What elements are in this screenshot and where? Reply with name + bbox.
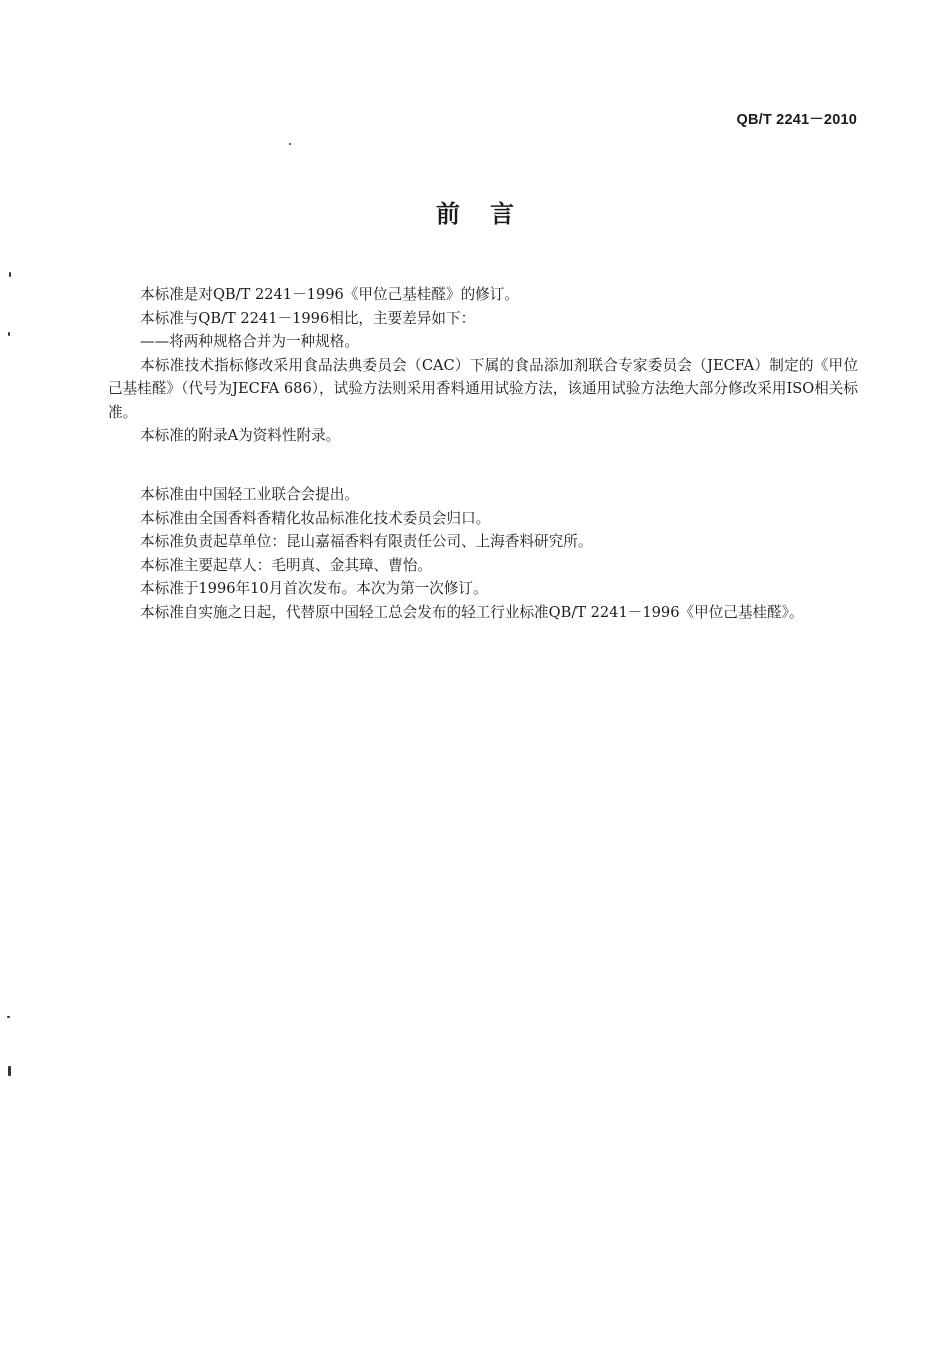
paragraph-differences-intro: 本标准与QB/T 2241－1996相比，主要差异如下： [140, 309, 476, 327]
paragraph-difference-item: ——将两种规格合并为一种规格。 [140, 333, 359, 350]
paragraph-technical-basis: 本标准技术指标修改采用食品法典委员会（CAC）下属的食品添加剂联合专家委员会（JECFA）制定的《甲位己基桂醛》（代号为JECFA 686），试验方法则采用香料通用试验方法，该通用试验方法绝大部分修改采用ISO相关标准。 [108, 356, 858, 421]
paragraph-drafting-units: 本标准负责起草单位：昆山嘉福香料有限责任公司、上海香料研究所。 [140, 533, 593, 550]
paragraph-release-history: 本标准于1996年10月首次发布。本次为第一次修订。 [140, 580, 488, 597]
scan-speck [289, 143, 291, 145]
standard-number: QB/T 2241－2010 [736, 112, 857, 128]
foreword-section-revision [108, 283, 858, 448]
scan-speck [9, 272, 11, 277]
scan-speck [7, 1016, 10, 1018]
paragraph-appendix-note: 本标准的附录A为资料性附录。 [140, 427, 341, 444]
foreword-section-responsibility [108, 483, 858, 624]
paragraph-drafters: 本标准主要起草人：毛明真、金其璋、曹怡。 [140, 556, 432, 574]
paragraph-revision-statement: 本标准是对QB/T 2241－1996《甲位己基桂醛》的修订。 [140, 286, 519, 303]
paragraph-proposer: 本标准由中国轻工业联合会提出。 [140, 486, 359, 503]
paragraph-replacement: 本标准自实施之日起，代替原中国轻工总会发布的轻工行业标准QB/T 2241－1996《甲位己基桂醛》。 [140, 603, 804, 621]
scan-speck [8, 332, 10, 336]
page-title: 前言 [436, 200, 544, 228]
scan-speck [8, 1066, 11, 1076]
paragraph-committee: 本标准由全国香料香精化妆品标准化技术委员会归口。 [140, 509, 491, 527]
